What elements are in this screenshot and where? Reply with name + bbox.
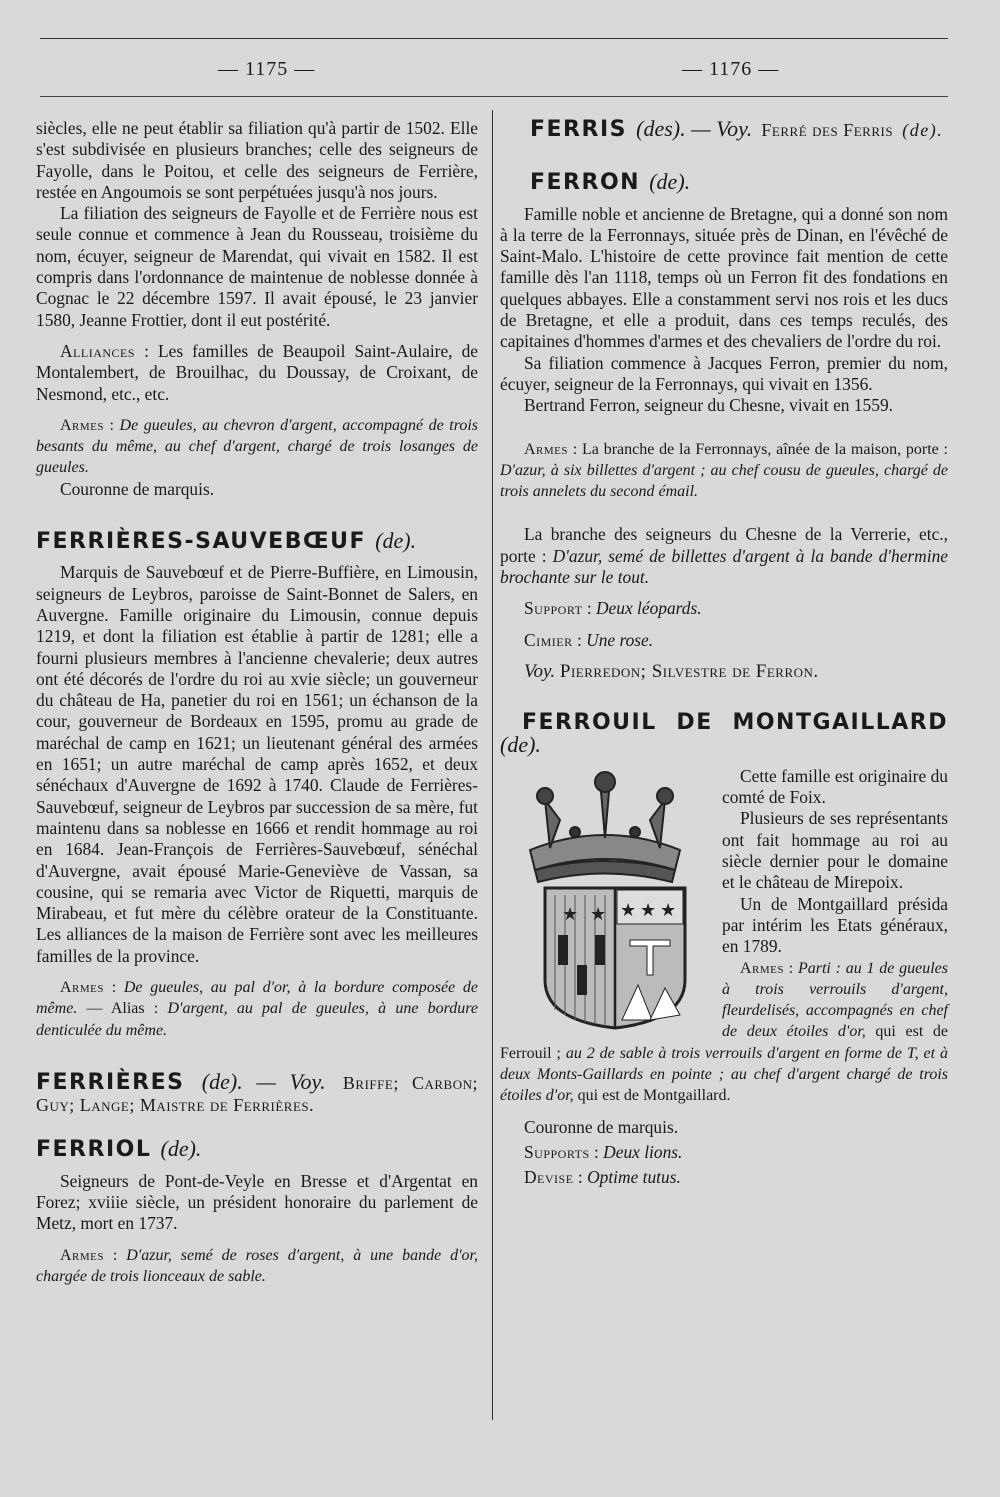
alliances-text: : Les familles de Beaupoil Saint-Aulaire, de Montalembert, de Brouilhac, du Doussay, de Croixant, de Nesmond, etc., etc. — [36, 340, 478, 404]
ferron-paragraph-2: Sa filiation commence à Jacques Ferron, premier du nom, écuyer, seigneur de la Ferronnays, qui vivait en 1356. — [500, 352, 948, 394]
heading-particle: (de). — [500, 731, 541, 757]
ferriol-paragraph: Seigneurs de Pont-de-Veyle en Bresse et d'Argentat en Forez; xviiie siècle, un président honoraire du parlement de Metz, mort en 1737. — [36, 1170, 478, 1234]
devise-text: Optime tutus. — [587, 1167, 681, 1188]
heading-ferriol — [36, 1136, 478, 1163]
support-line: Support : Deux léopards. — [524, 598, 702, 619]
heading-text: FERRIÈRES — [36, 1069, 185, 1095]
couronne-line: Couronne de marquis. — [60, 478, 215, 499]
heading-particle: (de). — [160, 1136, 202, 1162]
heading-particle: (de). — [649, 169, 691, 195]
paragraph-filiation: La filiation des seigneurs de Fayolle et de Ferrière nous est seule connue et commence à Jean du Rousseau, troisième du nom, écuyer, seigneur de Marendat, qui vivait en 1582. Il est compris dans l'ordonnance de maintenue de noblesse donnée à Cognac le 22 décembre 1597. Il avait épousé, le 23 janvier 1580, Jeanne Frottier, dont il eut postérité. — [36, 203, 478, 330]
alias-text: — Alias : — [77, 1000, 168, 1018]
armes-label: Armes — [740, 959, 785, 977]
heading-ferrieres — [36, 1068, 478, 1117]
armes-alias-text: D'argent, au pal de gueules, à une bordure denticulée du même. — [36, 1000, 478, 1039]
heading-ferron — [500, 169, 948, 196]
armes-label: Armes — [60, 416, 105, 434]
cimier-line: Cimier : Une rose. — [524, 629, 654, 650]
support-text: Deux léopards. — [596, 598, 702, 619]
voy-label: Voy. — [524, 660, 556, 682]
heading-ferris — [500, 118, 948, 141]
ferrouil-paragraph-3: Un de Montgaillard présida par intérim les Etats généraux, en 1789. — [722, 893, 948, 957]
armes-text: D'azur, à six billettes d'argent ; au chef cousu de gueules, chargé de trois annelets du second émail. — [500, 461, 948, 501]
heading-text: FERRON — [530, 170, 641, 196]
svg-text:★: ★ — [562, 903, 579, 924]
ferron-paragraph-4 — [500, 524, 948, 588]
header-rule — [40, 96, 948, 97]
armes-attribution-2: qui est de Montgaillard. — [573, 1087, 731, 1105]
heading-text: FERRIOL — [36, 1137, 152, 1163]
armes-paragraph-2: Armes : De gueules, au pal d'or, à la bordure composée de même. — Alias : D'argent, au pal de gueules, à une bordure denticulée du même. — [36, 978, 478, 1039]
cross-references: Briffe; Carbon; Guy; Lange; Maistre de Ferrières. — [36, 1072, 478, 1116]
ferrouil-paragraph-1: Cette famille est originaire du comté de Foix. — [722, 765, 948, 808]
right-column — [500, 118, 948, 1188]
branch-arms: D'azur, semé de billettes d'argent à la bande d'hermine brochante sur le tout. — [500, 545, 948, 588]
heading-ferrieres-sauveboeuf — [36, 528, 478, 555]
cimier-text: Une rose. — [586, 629, 654, 650]
heading-particle: (de). — [375, 528, 417, 554]
ferrouil-body — [500, 766, 948, 1107]
supports-label: Supports — [524, 1141, 590, 1162]
devise-label: Devise — [524, 1167, 574, 1188]
armes-part-2: au 2 de sable à trois verrouils d'argent en forme de T, et à deux Monts-Gaillards en pointe ; au chef d'argent chargé de trois étoiles d'or, — [500, 1044, 948, 1105]
armes-label: Armes — [60, 978, 105, 996]
svg-text:★: ★ — [660, 899, 677, 920]
left-column — [36, 118, 478, 1287]
alliances-paragraph — [36, 341, 478, 405]
supports-text: Deux lions. — [603, 1141, 683, 1162]
voy-line — [500, 661, 948, 682]
svg-text:★: ★ — [640, 899, 657, 920]
paragraph-continuation: siècles, elle ne peut établir sa filiation qu'à partir de 1502. Elle s'est subdivisée en plusieurs branches; celle des seigneurs de Fayolle, dans le Poitou, et celle des seigneurs de Ferrière, restée en Angoumois se sont perpétuées jusqu'à nos jours. — [36, 118, 478, 202]
svg-text:★: ★ — [620, 899, 637, 920]
heading-particle: (de). — Voy. — [201, 1068, 326, 1094]
page-number-left: — 1175 — — [218, 58, 316, 80]
couronne-line: Couronne de marquis. — [524, 1116, 679, 1137]
armes-label: Armes — [524, 440, 569, 458]
svg-text:★: ★ — [590, 903, 607, 924]
heading-text: FERRIS — [530, 117, 627, 142]
heading-text: FERROUIL DE MONTGAILLARD — [522, 710, 948, 736]
cimier-label: Cimier — [524, 629, 573, 650]
ferrouil-armes: Armes : Parti : au 1 de gueules à trois verrouils d'argent, fleurdelisés, accompagnés en chef de deux étoiles d'or, qui est de Ferrouil ; au 2 de sable à trois verrouils d'argent en forme de T, et à deux Monts-Gaillards en pointe ; au chef d'argent chargé de trois étoiles d'or, qui est de Montgaillard. — [500, 959, 948, 1105]
heading-ferrouil — [500, 712, 948, 756]
branch-intro: La branche des seigneurs du Chesne de la Verrerie, etc., porte : — [500, 524, 948, 566]
heading-particle: (des). — Voy. — [636, 116, 753, 141]
alliances-label: Alliances — [60, 340, 136, 361]
ferron-paragraph-1: Famille noble et ancienne de Bretagne, qui a donné son nom à la terre de la Ferronnays, située près de Dinan, en l'évêché de Saint-Malo. L'histoire de cette province fait mention de cette famille dès l'an 1118, temps où un Ferron fit des fondations en quelques abbayes. Elle a constamment servi nos rois et les ducs de Bretagne, et elle a produit, dans ces temps reculés, des capitaines d'hommes d'armes et des chevaliers de l'ordre du roi. — [500, 203, 948, 352]
ferrouil-paragraph-2: Plusieurs de ses représentants ont fait hommage au roi au siècle dernier pour le domaine et le château de Mirepoix. — [722, 808, 948, 893]
armes-paragraph-3: Armes : D'azur, semé de roses d'argent, à une bande d'or, chargée de trois lionceaux de sable. — [36, 1246, 478, 1285]
armes-attribution-1: qui est de Ferrouil ; — [500, 1023, 948, 1062]
cross-reference: Ferré des Ferris — [761, 120, 894, 140]
voy-references: Pierredon; Silvestre de Ferron. — [559, 660, 819, 682]
coat-of-arms-illustration — [500, 770, 710, 1030]
devise-line: Devise : Optime tutus. — [524, 1167, 681, 1188]
armes-label: Armes — [60, 1246, 105, 1264]
ferron-paragraph-3: Bertrand Ferron, seigneur du Chesne, vivait en 1559. — [524, 395, 893, 416]
armes-text: De gueules, au pal d'or, à la bordure composée de même. — [36, 978, 478, 1018]
armes-intro: : La branche de la Ferronnays, aînée de la maison, porte : — [568, 440, 948, 458]
sauveboeuf-paragraph: Marquis de Sauvebœuf et de Pierre-Buffière, en Limousin, seigneurs de Leybros, paroisse de Saint-Bonnet de Salers, en Auvergne. Famille originaire du Limousin, connue depuis 1219, et dont la filiation est établie à partir de 1281; elle a fourni plusieurs membres à l'ancienne chevalerie; deux autres ont été décorés de l'ordre du roi au xvie siècle; un gouverneur du château de Ha, panetier du roi en 1561; un échanson de la cour, gouverneur de Bordeaux en 1595, promu au grade de maréchal de camp en 1621; un lieutenant général des armées en 1651; un autre maréchal de camp après 1652, et deux sénéchaux d'Auvergne de 1692 à 1740. Claude de Ferrières-Sauvebœuf, seigneur de Leybros par succession de sa mère, fut maintenu dans sa noblesse en 1666 et rendit hommage au roi en 1684. Jean-François de Ferrières-Sauvebœuf, sénéchal d'Auvergne, avait épousé Marie-Geneviève de Vassan, sa cousine, qui se remaria avec Victor de Riquetti, marquis de Mirabeau, et fut mère du célèbre orateur de la Constituante. Les alliances de la maison de Ferrière sont avec les meilleures familles de la province. — [36, 562, 478, 966]
armes-text: De gueules, au chevron d'argent, accompagné de trois besants du même, au chef d'argent, chargé de trois losanges de gueules. — [36, 416, 479, 477]
armes-paragraph-1: Armes : De gueules, au chevron d'argent, accompagné de trois besants du même, au chef d'argent, chargé de trois losanges de gueules. — [36, 416, 479, 477]
page-number-right: — 1176 — — [682, 58, 780, 80]
armes-part-1: Parti : au 1 de gueules à trois verrouils d'argent, fleurdelisés, accompagnés en chef de deux étoiles d'or, — [722, 959, 948, 1041]
ferron-armes — [500, 439, 948, 503]
cross-reference-particle: (de). — [902, 120, 944, 140]
top-rule — [40, 38, 948, 39]
armes-text: D'azur, semé de roses d'argent, à une bande d'or, chargée de trois lionceaux de sable. — [36, 1246, 478, 1285]
support-label: Support — [524, 598, 583, 619]
column-divider — [492, 110, 493, 1420]
supports-line: Supports : Deux lions. — [524, 1141, 683, 1162]
heading-text: FERRIÈRES-SAUVEBŒUF — [36, 529, 367, 555]
